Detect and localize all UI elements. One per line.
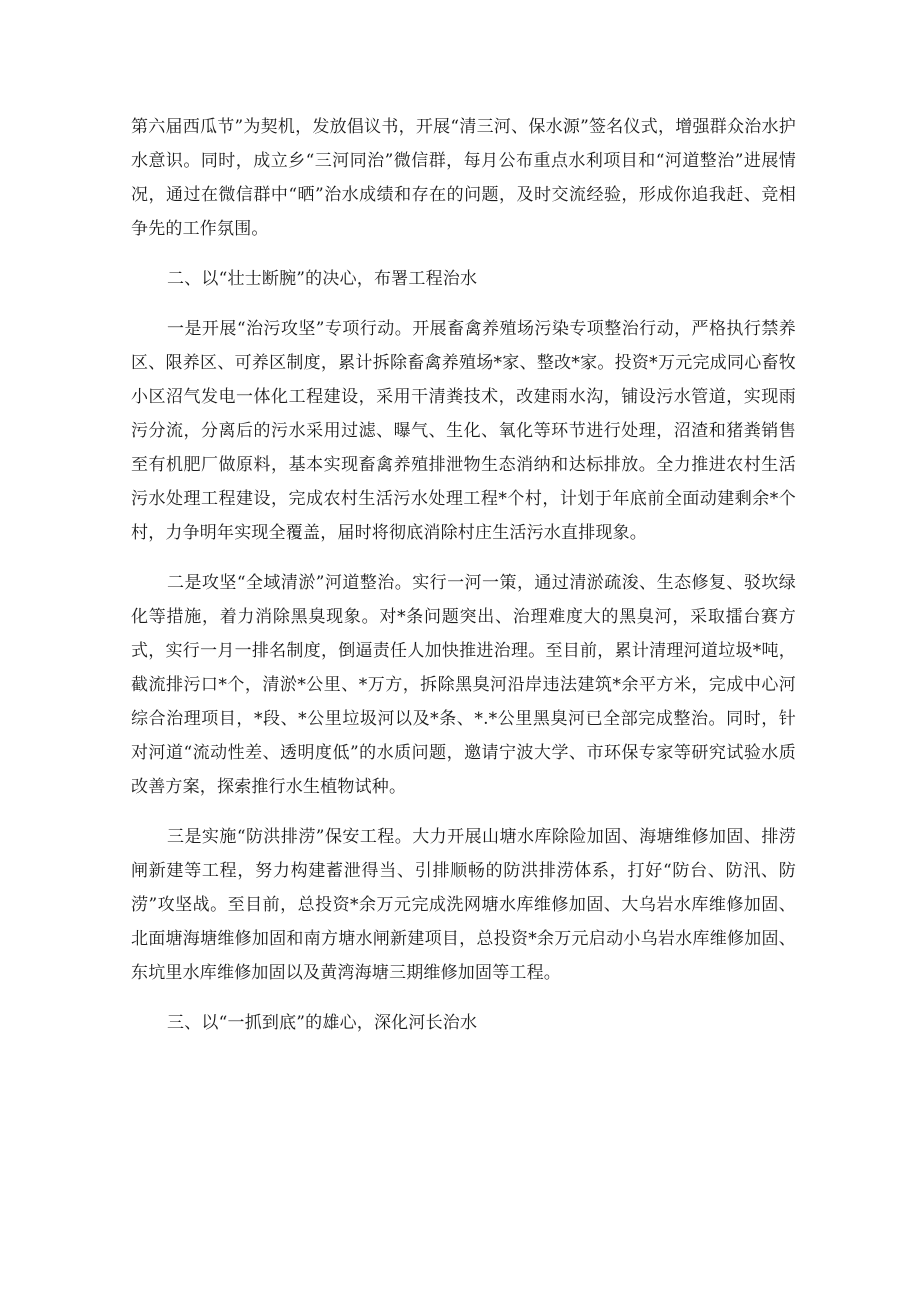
section-heading-2: 二、以“壮士断腕”的决心，布署工程治水 [167, 269, 478, 289]
paragraph-pollution-control: 一是开展“治污攻坚”专项行动。开展畜禽养殖场污染专项整治行动，严格执行禁养区、限养区、可养区制度，累计拆除畜禽养殖场*家、整改*家。投资*万元完成同心畜牧小区沼气发电一体化工程建设，采用干清粪技术，改建雨水沟，铺设污水管道，实现雨污分流，分离后的污水采用过滤、曝气、生化、氧化等环节进行处理，沼渣和猪粪销售至有机肥厂做原料，基本实现畜禽养殖排泄物生态消纳和达标排放。全力推进农村生活污水处理工程建设，完成农村生活污水处理工程*个村，计划于年底前全面动建剩余*个村，力争明年实现全覆盖，届时将彻底消除村庄生活污水直排现象。 [131, 319, 796, 543]
section-heading-3: 三、以“一抓到底”的雄心，深化河长治水 [167, 1013, 478, 1033]
document-body [131, 110, 796, 1040]
paragraph-continuation: 第六届西瓜节”为契机，发放倡议书，开展“清三河、保水源”签名仪式，增强群众治水护水意识。同时，成立乡“三河同治”微信群，每月公布重点水利项目和“河道整治”进展情况，通过在微信群中“晒”治水成绩和存在的问题，及时交流经验，形成你追我赶、竞相争先的工作氛围。 [131, 117, 796, 239]
paragraph-flood-control: 三是实施“防洪排涝”保安工程。大力开展山塘水库除险加固、海塘维修加固、排涝闸新建等工程，努力构建蓄泄得当、引排顺畅的防洪排涝体系，打好“防台、防汛、防涝”攻坚战。至目前，总投资*余万元完成洗网塘水库维修加固、大乌岩水库维修加固、北面塘海塘维修加固和南方塘水闸新建项目，总投资*余万元启动小乌岩水库维修加固、东坑里水库维修加固以及黄湾海塘三期维修加固等工程。 [131, 827, 796, 983]
paragraph-river-dredging: 二是攻坚“全域清淤”河道整治。实行一河一策，通过清淤疏浚、生态修复、驳坎绿化等措施，着力消除黑臭现象。对*条问题突出、治理难度大的黑臭河，采取擂台赛方式，实行一月一排名制度，倒逼责任人加快推进治理。至目前，累计清理河道垃圾*吨，截流排污口*个，清淤*公里、*万方，拆除黑臭河沿岸违法建筑*余平方米，完成中心河综合治理项目，*段、*公里垃圾河以及*条、*.*公里黑臭河已全部完成整治。同时，针对河道“流动性差、透明度低”的水质问题，邀请宁波大学、市环保专家等研究试验水质改善方案，探索推行水生植物试种。 [131, 573, 796, 797]
